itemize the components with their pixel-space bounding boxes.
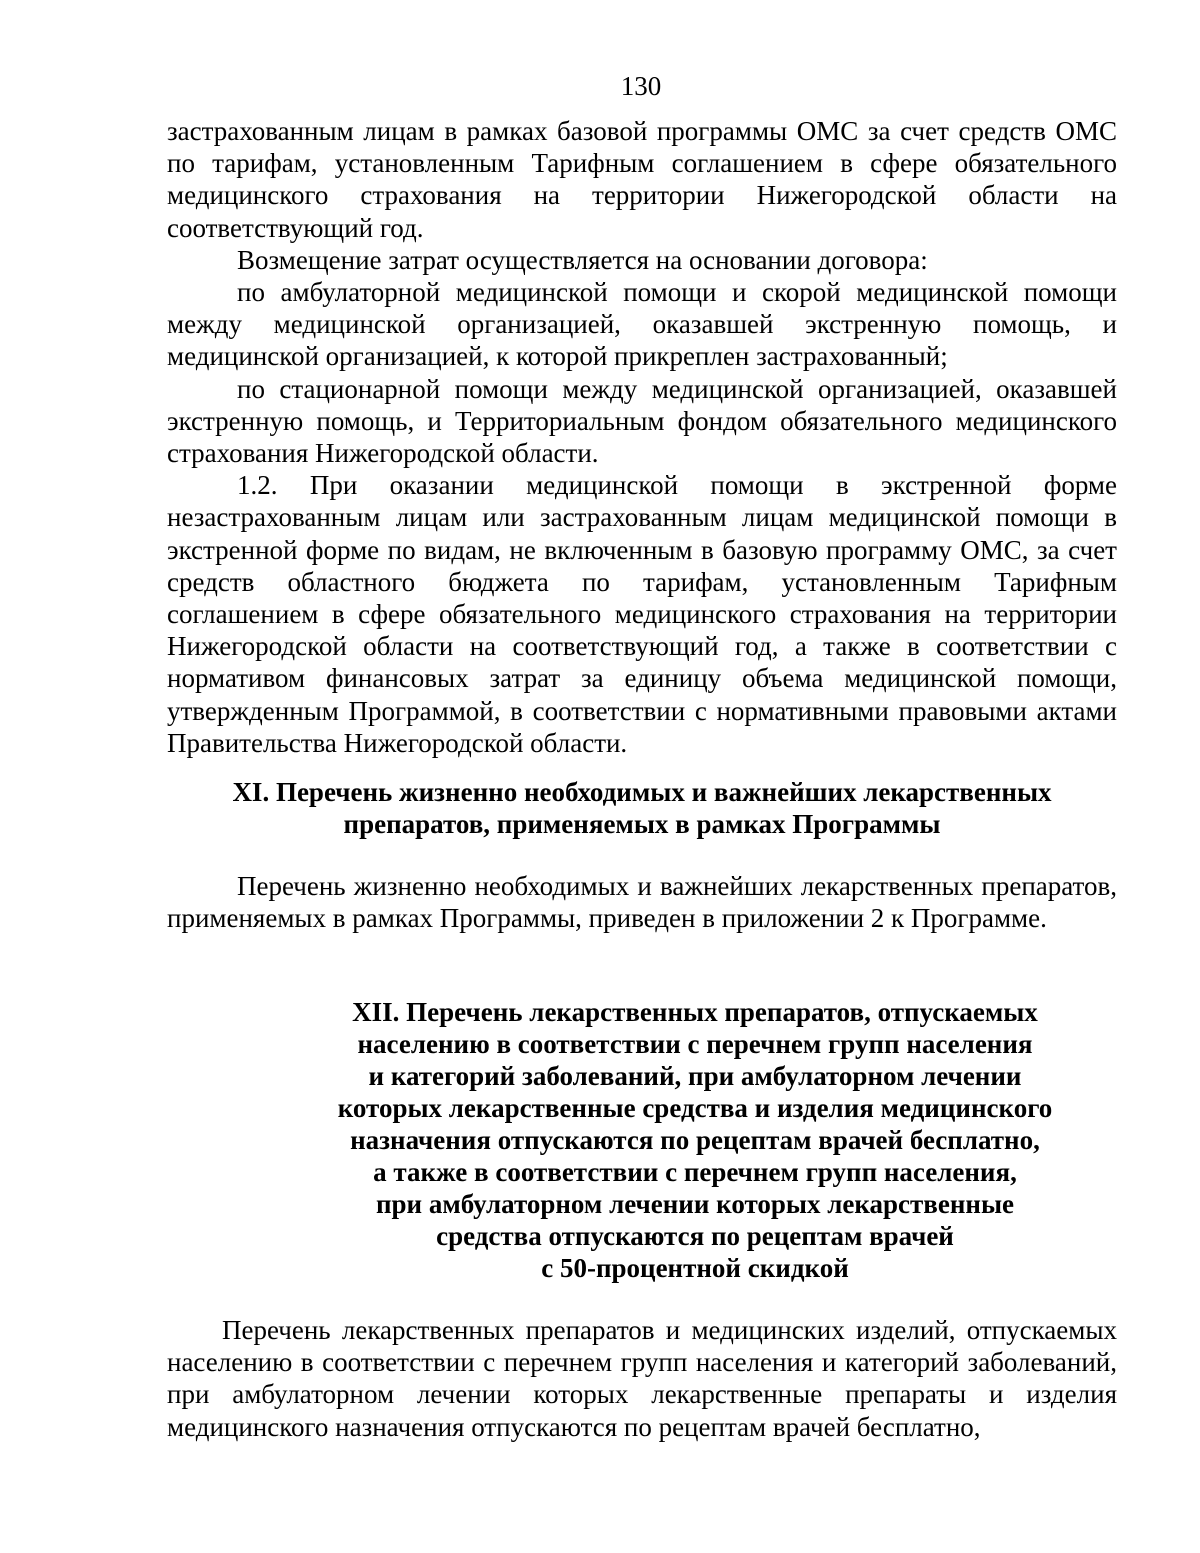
paragraph-section-xii: Перечень лекарственных препаратов и медицинских изделий, отпускаемых населению в соответствии с перечнем групп населения и категорий заболеваний, при амбулаторном лечении которых лекарственные препараты и изделия медицинского назначения отпускаются по рецептам врачей бесплатно, [167, 1315, 1117, 1442]
paragraph-continuation: застрахованным лицам в рамках базовой программы ОМС за счет средств ОМС по тарифам, установленным Тарифным соглашением в сфере обязательного медицинского страхования на территории Нижегородской области на соответствующий год. [167, 116, 1117, 243]
section-heading-xi [167, 776, 1117, 840]
heading-line: с 50-процентной скидкой [541, 1253, 849, 1283]
paragraph-inpatient: по стационарной помощи между медицинской организацией, оказавшей экстренную помощь, и Территориальным фондом обязательного медицинского страхования Нижегородской области. [167, 373, 1117, 469]
paragraph-reimbursement: Возмещение затрат осуществляется на основании договора: [237, 244, 928, 275]
page-number: 130 [620, 71, 662, 101]
section-xi-text [167, 870, 1117, 934]
heading-line: населению в соответствии с перечнем групп населения [357, 1029, 1033, 1059]
heading-line: которых лекарственные средства и изделия медицинского [337, 1093, 1053, 1123]
paragraph-outpatient: по амбулаторной медицинской помощи и скорой медицинской помощи между медицинской организацией, оказавшей экстренную помощь, и медицинской организацией, к которой прикреплен застрахованный; [167, 277, 1117, 372]
heading-line: средства отпускаются по рецептам врачей [436, 1221, 954, 1251]
heading-line: и категорий заболеваний, при амбулаторном лечении [368, 1061, 1022, 1091]
heading-line: а также в соответствии с перечнем групп населения, [373, 1157, 1017, 1187]
heading-line: назначения отпускаются по рецептам врачей бесплатно, [350, 1125, 1040, 1155]
heading-line: XI. Перечень жизненно необходимых и важнейших лекарственных [232, 777, 1052, 807]
heading-line: XII. Перечень лекарственных препаратов, отпускаемых [352, 997, 1038, 1027]
section-heading-xii [220, 996, 1170, 1284]
heading-line: при амбулаторном лечении которых лекарственные [375, 1189, 1015, 1219]
body-text-block [167, 115, 1117, 759]
paragraph-clause-1-2: 1.2. При оказании медицинской помощи в экстренной форме незастрахованным лицам или застрахованным лицам медицинской помощи в экстренной форме по видам, не включенным в базовую программу ОМС, за счет средств областного бюджета по тарифам, установленным Тарифным соглашением в сфере обязательного медицинского страхования на территории Нижегородской области на соответствующий год, а также в соответствии с нормативом финансовых затрат за единицу объема медицинской помощи, утвержденным Программой, в соответствии с нормативными правовыми актами Правительства Нижегородской области. [167, 470, 1117, 758]
paragraph-section-xi: Перечень жизненно необходимых и важнейших лекарственных препаратов, применяемых в рамках Программы, приведен в приложении 2 к Программе. [167, 871, 1117, 934]
heading-line: препаратов, применяемых в рамках Программы [343, 809, 941, 839]
section-xii-text [167, 1314, 1117, 1443]
